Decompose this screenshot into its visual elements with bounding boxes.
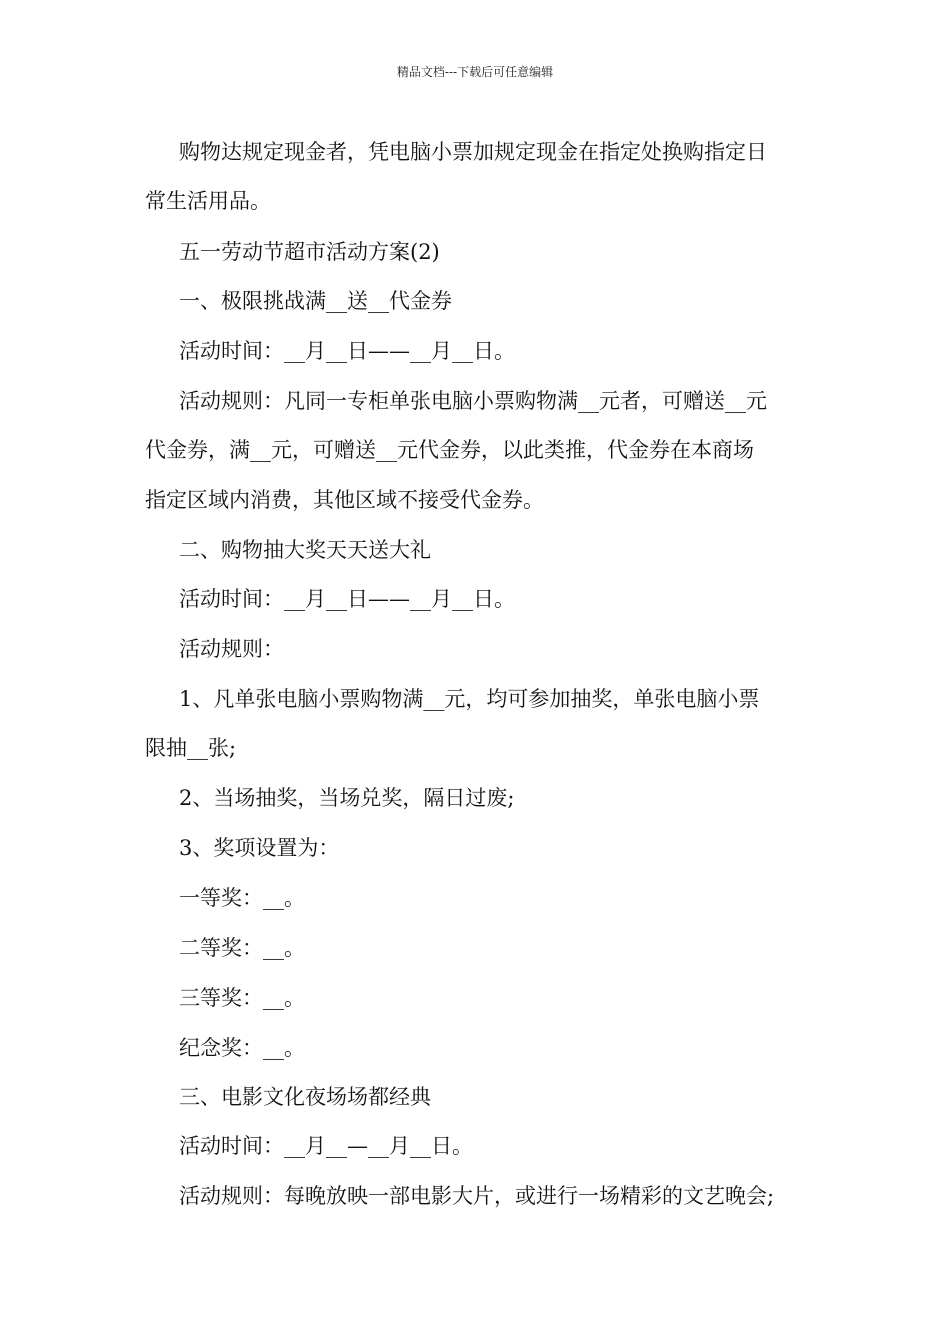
prize-line: 二等奖：__。 [179,936,305,960]
prize-line: 纪念奖：__。 [179,1036,305,1060]
paragraph-line: 活动规则：凡同一专柜单张电脑小票购物满__元者，可赠送__元 [179,389,767,413]
paragraph-line: 活动规则： [179,637,284,661]
paragraph-line: 活动时间：__月__日——__月__日。 [179,339,515,363]
paragraph-line: 1、凡单张电脑小票购物满__元，均可参加抽奖，单张电脑小票 [179,687,760,711]
paragraph-line: 活动规则：每晚放映一部电影大片，或进行一场精彩的文艺晚会; [179,1184,775,1208]
prize-line: 三等奖：__。 [179,986,305,1010]
paragraph-line: 活动时间：__月__—__月__日。 [179,1134,473,1158]
section-heading: 三、电影文化夜场场都经典 [179,1085,431,1109]
paragraph-line: 购物达规定现金者，凭电脑小票加规定现金在指定处换购指定日 [179,140,767,164]
section-heading: 一、极限挑战满__送__代金券 [179,289,452,313]
paragraph-line: 指定区域内消费，其他区域不接受代金券。 [145,488,544,512]
paragraph-line: 代金券，满__元，可赠送__元代金券，以此类推，代金券在本商场 [145,438,754,462]
prize-line: 一等奖：__。 [179,886,305,910]
paragraph-line: 限抽__张; [145,736,237,760]
paragraph-line: 活动时间：__月__日——__月__日。 [179,587,515,611]
paragraph-line: 常生活用品。 [145,189,271,213]
paragraph-line: 3、奖项设置为： [179,836,340,860]
paragraph-line: 2、当场抽奖，当场兑奖，隔日过废; [179,786,515,810]
page-header: 精品文档---下载后可任意编辑 [396,65,554,79]
section-title: 五一劳动节超市活动方案(2) [179,240,440,264]
section-heading: 二、购物抽大奖天天送大礼 [179,538,431,562]
